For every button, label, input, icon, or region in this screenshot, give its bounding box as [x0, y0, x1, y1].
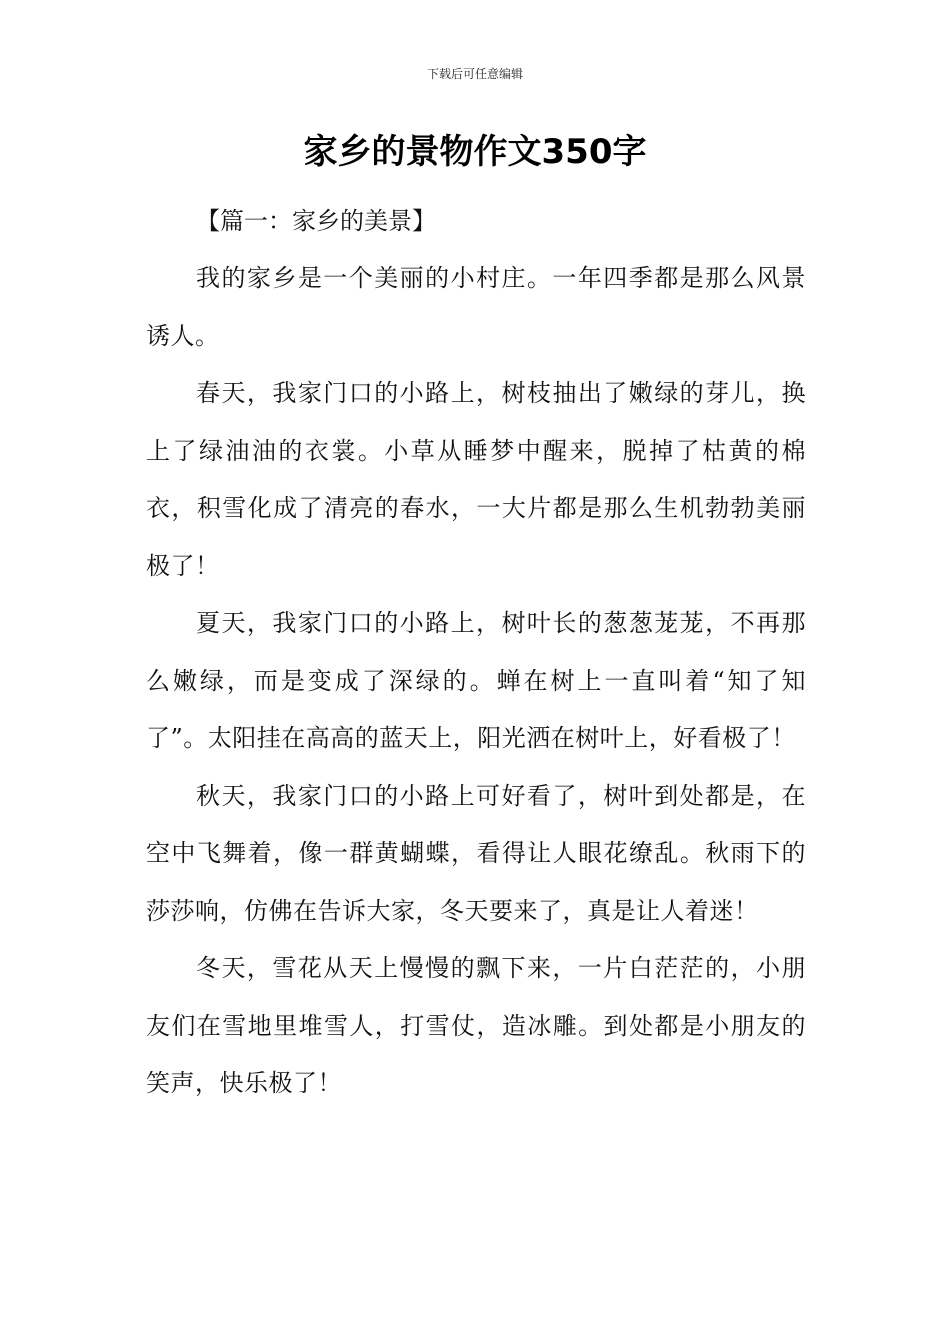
- paragraph-winter: 冬天，雪花从天上慢慢的飘下来，一片白茫茫的，小朋友们在雪地里堆雪人，打雪仗，造冰雕。到处都是小朋友的笑声，快乐极了！: [146, 954, 806, 1097]
- paragraph-summer: 夏天，我家门口的小路上，树叶长的葱葱茏茏，不再那么嫩绿，而是变成了深绿的。蝉在树上一直叫着“知了知了”。太阳挂在高高的蓝天上，阳光洒在树叶上，好看极了！: [146, 609, 806, 752]
- section-heading: 【篇一：家乡的美景】: [196, 207, 436, 235]
- paragraph-spring: 春天，我家门口的小路上，树枝抽出了嫩绿的芽儿，换上了绿油油的衣裳。小草从睡梦中醒来，脱掉了枯黄的棉衣，积雪化成了清亮的春水，一大片都是那么生机勃勃美丽极了！: [146, 379, 806, 580]
- paragraph-autumn: 秋天，我家门口的小路上可好看了，树叶到处都是，在空中飞舞着，像一群黄蝴蝶，看得让人眼花缭乱。秋雨下的莎莎响，仿佛在告诉大家，冬天要来了，真是让人着迷！: [146, 781, 806, 925]
- header-note: 下载后可任意编辑: [426, 67, 523, 81]
- paragraph-intro: 我的家乡是一个美丽的小村庄。一年四季都是那么风景诱人。: [146, 264, 806, 350]
- page-title: 家乡的景物作文350字: [303, 132, 647, 172]
- document-body: [146, 192, 806, 1113]
